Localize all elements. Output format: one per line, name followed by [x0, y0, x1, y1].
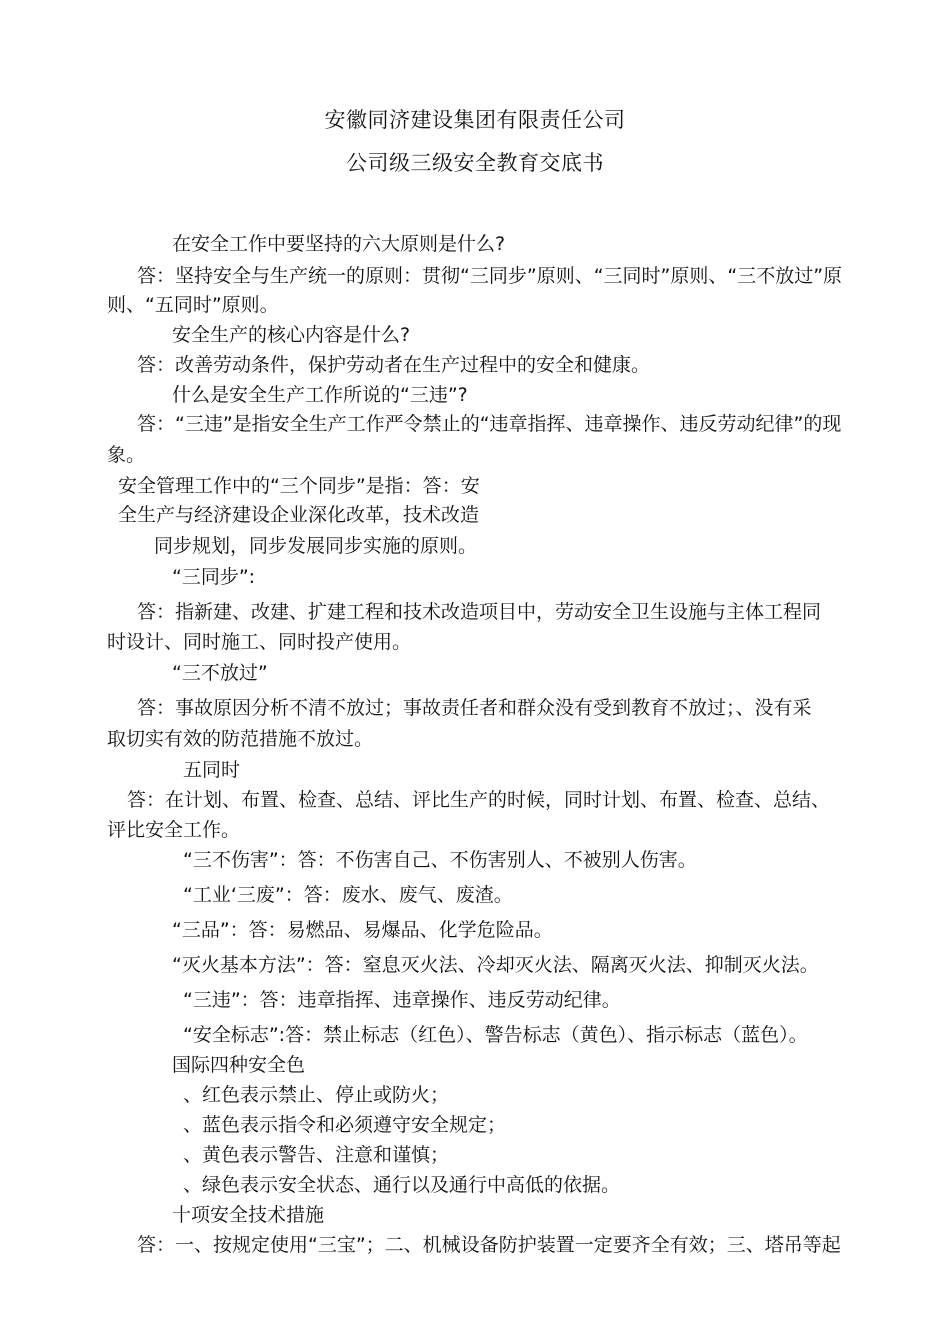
safety-color-yellow: 、黄色表示警告、注意和谨慎；	[183, 1144, 450, 1166]
document-title: 公司级三级安全教育交底书	[346, 151, 604, 175]
safety-color-green: 、绿色表示安全状态、通行以及通行中高低的依据。	[183, 1174, 621, 1196]
question-san-bu-fang-guo: “三不放过”	[172, 662, 268, 684]
question-three-violations: 什么是安全生产工作所说的“三违”?	[172, 384, 468, 406]
safety-color-red: 、红色表示禁止、停止或防火；	[183, 1084, 450, 1106]
item-safety-signs: “安全标志”:答：禁止标志（红色）、警告标志（黄色）、指示标志（蓝色）。	[183, 1024, 808, 1046]
answer-core-content: 答：改善劳动条件，保护劳动者在生产过程中的安全和健康。	[137, 354, 651, 376]
answer-san-tong-bu-line-1: 答：指新建、改建、扩建工程和技术改造项目中，劳动安全卫生设施与主体工程同	[137, 601, 822, 623]
answer-six-principles-line-1: 答：坚持安全与生产统一的原则：贯彻“三同步”原则、“三同时”原则、“三不放过”原	[137, 265, 843, 287]
question-san-tong-bu: “三同步”:	[172, 566, 256, 588]
answer-three-violations-line-2: 象。	[107, 444, 146, 466]
item-san-bu-shang-hai: “三不伤害”：答：不伤害自己、不伤害别人、不被别人伤害。	[183, 849, 697, 871]
safety-color-blue: 、蓝色表示指令和必须遵守安全规定；	[183, 1114, 507, 1136]
question-six-principles: 在安全工作中要坚持的六大原则是什么?	[172, 233, 506, 255]
item-gong-ye-san-fei: “工业‘三废”：答：废水、废气、废渣。	[183, 884, 513, 906]
answer-san-bu-fang-guo-line-1: 答：事故原因分析不清不放过；事故责任者和群众没有受到教育不放过；、没有采	[137, 697, 812, 719]
ten-measures-heading: 十项安全技术措施	[172, 1204, 325, 1226]
answer-wu-tong-shi-line-1: 答：在计划、布置、检查、总结、评比生产的时候，同时计划、布置、检查、总结、	[127, 789, 831, 811]
question-core-content: 安全生产的核心内容是什么?	[172, 324, 411, 346]
question-wu-tong-shi: 五同时	[183, 759, 241, 781]
answer-san-bu-fang-guo-line-2: 取切实有效的防范措施不放过。	[107, 728, 374, 750]
item-fire-extinguishing-methods: “灭火基本方法”：答：窒息灭火法、冷却灭火法、隔离灭火法、抑制灭火法。	[172, 954, 819, 976]
item-san-wei: “三违”：答：违章指挥、违章操作、违反劳动纪律。	[183, 989, 621, 1011]
three-synchronous-line-3: 同步规划，同步发展同步实施的原则。	[154, 535, 478, 557]
three-synchronous-line-2: 全生产与经济建设企业深化改革，技术改造	[118, 504, 480, 526]
answer-wu-tong-shi-line-2: 评比安全工作。	[107, 819, 241, 841]
answer-six-principles-line-2: 则、“五同时”原则。	[107, 294, 279, 316]
answer-san-tong-bu-line-2: 时设计、同时施工、同时投产使用。	[107, 631, 412, 653]
company-name: 安徽同济建设集团有限责任公司	[324, 108, 626, 132]
safety-colors-heading: 国际四种安全色	[172, 1054, 306, 1076]
answer-three-violations-line-1: 答：“三违”是指安全生产工作严令禁止的“违章指挥、违章操作、违反劳动纪律”的现	[137, 413, 842, 435]
item-san-pin: “三品”：答：易燃品、易爆品、化学危险品。	[172, 919, 553, 941]
three-synchronous-line-1: 安全管理工作中的“三个同步”是指：答：安	[118, 475, 480, 497]
ten-measures-answer-line-1: 答：一、按规定使用“三宝”；二、机械设备防护装置一定要齐全有效；三、塔吊等起	[137, 1234, 841, 1256]
